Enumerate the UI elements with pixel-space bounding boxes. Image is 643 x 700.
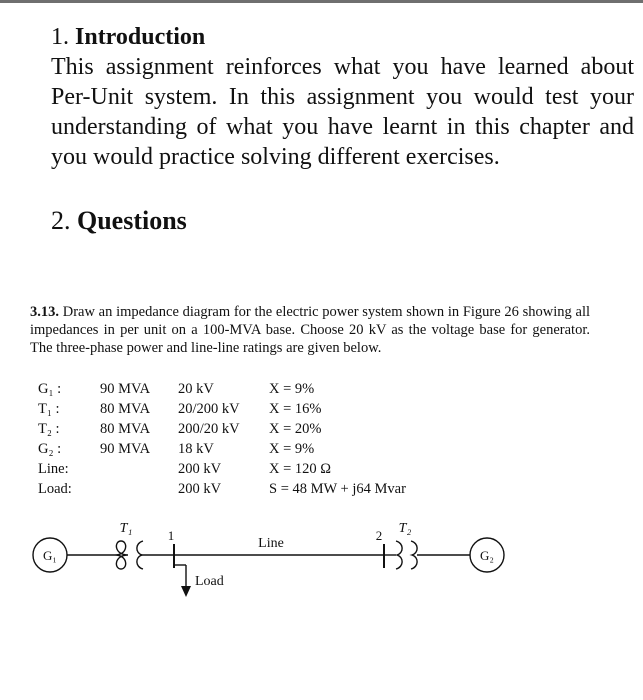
rating-row	[38, 480, 458, 499]
transformer-2-secondary-coil	[411, 541, 417, 569]
problem-text: Draw an impedance diagram for the electric power system shown in Figure 26 showing all impedances in per unit on a 100-MVA base. Choose 20 kV as the voltage base for generator. The three-phase power and line-line ratings are given below.	[30, 304, 590, 356]
component-name: Line:	[38, 461, 69, 477]
transformer-2-label: T₂	[398, 521, 412, 536]
generator-2-label: G₂	[480, 548, 494, 563]
one-line-diagram	[0, 505, 643, 605]
load-arrow-icon	[181, 586, 191, 597]
transformer-1-primary-coil	[115, 541, 128, 569]
component-voltage: 20/200 kV	[178, 401, 240, 417]
generator-1-label: G₁	[43, 548, 57, 563]
component-power: 80 MVA	[100, 401, 151, 417]
section-number: 1.	[51, 24, 69, 50]
transformer-1-label: T₁	[119, 521, 133, 536]
problem-number: 3.13.	[30, 304, 59, 320]
component-impedance: X = 9%	[269, 381, 315, 397]
load-label: Load	[195, 574, 224, 589]
line-label: Line	[258, 536, 284, 551]
transformer-2-primary-coil	[396, 541, 402, 569]
top-border	[0, 0, 643, 3]
component-name: G₁ :	[38, 381, 62, 397]
component-name: Load:	[38, 481, 72, 497]
rating-row	[38, 440, 458, 459]
section-number: 2.	[51, 206, 71, 235]
component-impedance: X = 20%	[269, 421, 322, 437]
component-impedance: X = 16%	[269, 401, 322, 417]
bus-1-label: 1	[167, 528, 175, 543]
section-heading-introduction	[51, 22, 205, 52]
component-power: 90 MVA	[100, 441, 151, 457]
component-name: G₂ :	[38, 441, 62, 457]
rating-row	[38, 400, 458, 419]
section-heading-questions	[51, 206, 187, 236]
component-power: 80 MVA	[100, 421, 151, 437]
problem-statement	[30, 303, 590, 357]
rating-row	[38, 420, 458, 439]
section-title: Questions	[77, 206, 187, 235]
component-power: 90 MVA	[100, 381, 151, 397]
introduction-paragraph: This assignment reinforces what you have learned about Per-Unit system. In this assignment you would test your understanding of what you have learnt in this chapter and you would practice solving different exercises.	[51, 54, 634, 170]
rating-row	[38, 460, 458, 479]
component-voltage: 200/20 kV	[178, 421, 240, 437]
component-impedance: S = 48 MW + j64 Mvar	[269, 481, 406, 497]
component-name: T₂ :	[38, 421, 60, 437]
component-voltage: 18 kV	[178, 441, 214, 457]
rating-row	[38, 380, 458, 399]
component-voltage: 200 kV	[178, 481, 222, 497]
component-name: T₁ :	[38, 401, 60, 417]
component-impedance: X = 120 Ω	[269, 461, 332, 477]
bus-2-label: 2	[375, 528, 383, 543]
component-impedance: X = 9%	[269, 441, 315, 457]
section-title: Introduction	[75, 24, 206, 50]
component-voltage: 20 kV	[178, 381, 214, 397]
component-voltage: 200 kV	[178, 461, 222, 477]
